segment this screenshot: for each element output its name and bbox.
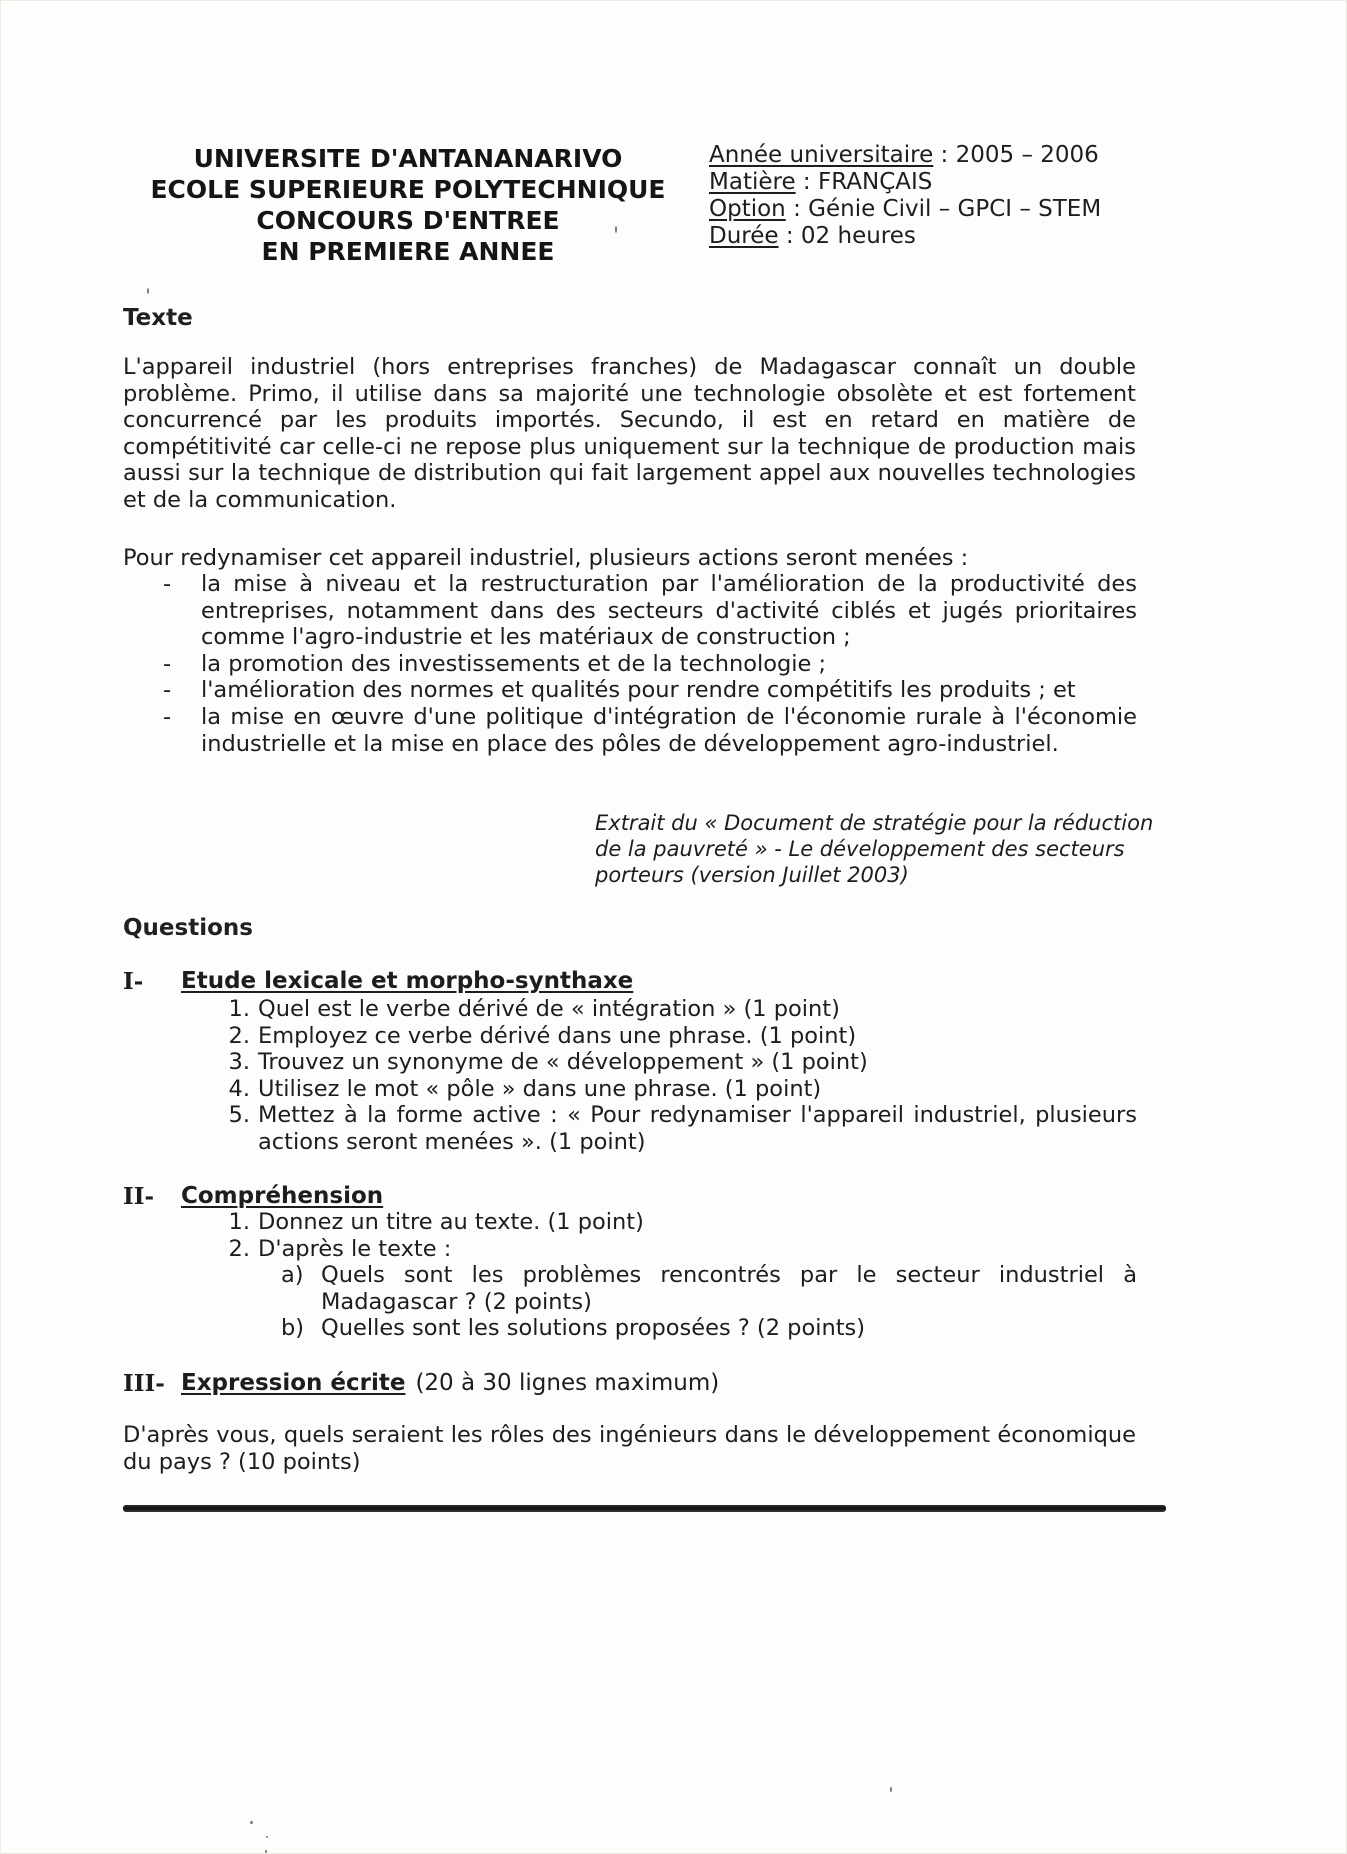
subquestion-letter: a) bbox=[281, 1262, 304, 1288]
question-text: D'après le texte : bbox=[258, 1235, 452, 1262]
question-item bbox=[220, 1049, 1137, 1076]
subquestion-letter: b) bbox=[281, 1315, 305, 1342]
section-title: Compréhension bbox=[181, 1183, 384, 1209]
question-text: Utilisez le mot « pôle » dans une phrase. (1 point) bbox=[258, 1075, 822, 1102]
institution-header bbox=[118, 143, 698, 267]
question-number: 5. bbox=[228, 1102, 250, 1129]
meta-duration bbox=[709, 223, 1129, 250]
bullet-dash: - bbox=[163, 677, 172, 704]
list-item bbox=[163, 651, 1137, 678]
scan-speck bbox=[615, 226, 617, 233]
meta-key: Durée bbox=[709, 223, 779, 249]
question-text: Employez ce verbe dérivé dans une phrase. (1 point) bbox=[258, 1022, 857, 1049]
section-1-heading bbox=[123, 968, 633, 995]
question-item bbox=[220, 1236, 1137, 1263]
list-item bbox=[163, 571, 1137, 651]
question-number: 2. bbox=[228, 1235, 250, 1262]
bullet-dash: - bbox=[163, 703, 172, 730]
exam-meta bbox=[709, 142, 1129, 250]
question-number: 1. bbox=[228, 996, 250, 1022]
section-2-questions bbox=[220, 1209, 1137, 1262]
scan-speck bbox=[147, 288, 149, 294]
question-text: Donnez un titre au texte. (1 point) bbox=[258, 1209, 644, 1235]
scan-speck bbox=[890, 1787, 892, 1792]
meta-value: 2005 – 2006 bbox=[955, 142, 1099, 168]
end-rule bbox=[123, 1505, 1166, 1512]
question-item bbox=[220, 996, 1137, 1023]
question-item bbox=[220, 1209, 1137, 1236]
bullet-dash: - bbox=[163, 650, 172, 677]
meta-option bbox=[709, 196, 1129, 223]
institution-line-school: ECOLE SUPERIEURE POLYTECHNIQUE bbox=[150, 175, 666, 204]
question-number: 1. bbox=[228, 1209, 250, 1235]
subquestion-text: Quelles sont les solutions proposées ? (2 points) bbox=[321, 1315, 866, 1342]
section-3-heading bbox=[123, 1370, 719, 1397]
scan-speck bbox=[265, 1850, 267, 1853]
list-item-text: la mise à niveau et la restructuration par l'amélioration de la productivité des entreprises, notamment dans des secteurs d'activité ciblés et jugés prioritaires comme l'agro-industrie et les matériaux de construction ; bbox=[201, 571, 1137, 651]
section-1-questions bbox=[220, 996, 1137, 1156]
section-number: III- bbox=[123, 1370, 165, 1397]
meta-sep: : bbox=[933, 142, 956, 168]
meta-subject bbox=[709, 169, 1129, 196]
scan-speck bbox=[266, 1836, 268, 1838]
section-number: II- bbox=[123, 1183, 155, 1210]
meta-key: Option bbox=[709, 196, 786, 222]
question-text: Quel est le verbe dérivé de « intégration » (1 point) bbox=[258, 996, 840, 1022]
subquestion-text: Quels sont les problèmes rencontrés par le secteur industriel à Madagascar ? (2 points) bbox=[321, 1262, 1137, 1315]
institution-line-university: UNIVERSITE D'ANTANANARIVO bbox=[193, 144, 623, 173]
section-2-heading bbox=[123, 1183, 383, 1210]
section-line-limit: (20 à 30 lignes maximum) bbox=[415, 1370, 720, 1396]
question-item bbox=[220, 1023, 1137, 1050]
section-number: I- bbox=[123, 968, 144, 995]
source-citation: Extrait du « Document de stratégie pour la réduction de la pauvreté » - Le développement des secteurs porteurs (version Juillet 2003) bbox=[595, 811, 1154, 887]
actions-list bbox=[163, 571, 1137, 757]
list-item-text: la mise en œuvre d'une politique d'intégration de l'économie rurale à l'économie industrielle et la mise en place des pôles de développement agro-industriel. bbox=[201, 703, 1137, 757]
list-item bbox=[163, 704, 1137, 757]
meta-sep: : bbox=[778, 223, 801, 249]
section-title: Etude lexicale et morpho-synthaxe bbox=[181, 968, 634, 994]
bullet-dash: - bbox=[163, 571, 172, 597]
texte-paragraph-2-intro: Pour redynamiser cet appareil industriel, plusieurs actions seront menées : bbox=[123, 545, 969, 571]
meta-sep: : bbox=[785, 196, 809, 222]
subquestion-item bbox=[277, 1315, 1137, 1342]
questions-heading: Questions bbox=[123, 915, 253, 941]
subquestion-item bbox=[277, 1262, 1137, 1315]
meta-academic-year bbox=[709, 142, 1129, 169]
question-number: 2. bbox=[228, 1022, 250, 1049]
question-item bbox=[220, 1076, 1137, 1103]
meta-value: FRANÇAIS bbox=[817, 169, 933, 195]
meta-key: Matière bbox=[709, 169, 796, 195]
meta-key: Année universitaire bbox=[709, 142, 934, 168]
list-item-text: l'amélioration des normes et qualités pour rendre compétitifs les produits ; et bbox=[201, 677, 1076, 704]
question-text: Mettez à la forme active : « Pour redynamiser l'appareil industriel, plusieurs actions seront menées ». (1 point) bbox=[258, 1102, 1137, 1155]
question-text: Trouvez un synonyme de « développement » (1 point) bbox=[258, 1049, 868, 1076]
list-item bbox=[163, 677, 1137, 704]
meta-value: Génie Civil – GPCI – STEM bbox=[808, 196, 1102, 222]
institution-line-exam: CONCOURS D'ENTREE bbox=[256, 206, 560, 235]
question-number: 4. bbox=[228, 1075, 250, 1102]
texte-heading: Texte bbox=[123, 305, 193, 331]
essay-prompt: D'après vous, quels seraient les rôles des ingénieurs dans le développement économique du pays ? (10 points) bbox=[123, 1422, 1136, 1475]
section-title: Expression écrite bbox=[181, 1370, 406, 1396]
question-number: 3. bbox=[228, 1049, 250, 1076]
question-item bbox=[220, 1102, 1137, 1155]
section-2-subquestions bbox=[277, 1262, 1137, 1342]
meta-sep: : bbox=[795, 169, 818, 195]
meta-value: 02 heures bbox=[800, 223, 916, 249]
list-item-text: la promotion des investissements et de la technologie ; bbox=[201, 650, 827, 677]
scan-speck bbox=[250, 1821, 253, 1824]
texte-paragraph-1: L'appareil industriel (hors entreprises franches) de Madagascar connaît un double problème. Primo, il utilise dans sa majorité une technologie obsolète et est fortement concurrencé par les produits importés. Secundo, il est en retard en matière de compétitivité car celle-ci ne repose plus uniquement sur la technique de production mais aussi sur la technique de distribution qui fait largement appel aux nouvelles technologies et de la communication. bbox=[123, 354, 1136, 513]
institution-line-year: EN PREMIERE ANNEE bbox=[261, 237, 555, 266]
